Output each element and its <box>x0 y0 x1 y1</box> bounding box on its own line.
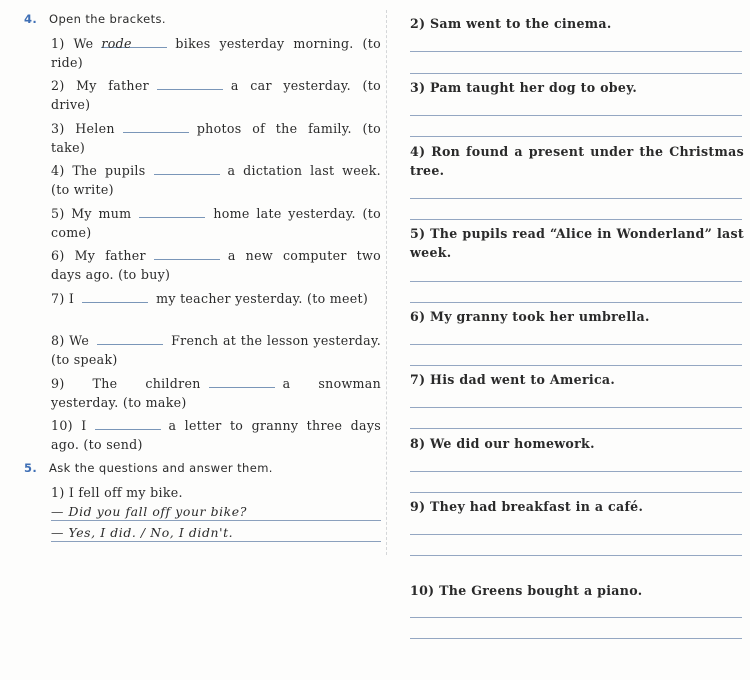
exercise-title: Ask the questions and answer them. <box>49 461 273 475</box>
answer-line[interactable] <box>410 492 742 493</box>
item-text: bikes yesterday morning. (to ride) <box>51 36 381 70</box>
item-text: 5) My mum <box>51 206 132 221</box>
answer-line[interactable] <box>410 407 742 408</box>
answer-line[interactable] <box>410 281 742 282</box>
exercise-item <box>51 289 381 308</box>
exercise-number: 4. <box>24 12 38 26</box>
answer-blank[interactable] <box>157 76 223 90</box>
answer-line[interactable] <box>410 638 742 639</box>
item-text: photos of the family. (to take) <box>51 121 381 155</box>
exercise-item <box>51 76 381 114</box>
exercise-item <box>51 161 381 199</box>
item-text: 2) My father <box>51 78 149 93</box>
answer-blank[interactable] <box>101 34 167 51</box>
exercise-item <box>51 331 381 369</box>
example-statement: 1) I fell off my bike. <box>51 485 183 500</box>
item-text: a dictation last week. (to write) <box>51 163 381 197</box>
answer-blank[interactable] <box>97 331 163 345</box>
question-item: 3) Pam taught her dog to obey. <box>410 80 638 95</box>
question-item: 6) My granny took her umbrella. <box>410 309 650 324</box>
question-item: 5) The pupils read “Alice in Wonderland” last week. <box>410 226 744 260</box>
exercise-item <box>51 34 381 72</box>
question-item: 9) They had breakfast in a café. <box>410 499 644 514</box>
question-item: 2) Sam went to the cinema. <box>410 16 612 31</box>
exercise-item <box>51 246 381 284</box>
answer-line[interactable] <box>410 555 742 556</box>
answer-line[interactable] <box>410 136 742 137</box>
item-text: 4) The pupils <box>51 163 146 178</box>
exercise-title: Open the brackets. <box>49 12 166 26</box>
exercise-item <box>51 374 381 412</box>
item-text: 7) I <box>51 291 75 306</box>
answer-line[interactable] <box>410 428 742 429</box>
question-item: 7) His dad went to America. <box>410 372 616 387</box>
item-text: 6) My father <box>51 248 146 263</box>
answer-blank[interactable] <box>154 246 220 260</box>
question-item: 10) The Greens bought a piano. <box>410 583 643 598</box>
exercise-item <box>51 119 381 157</box>
answer-line[interactable] <box>410 198 742 199</box>
answer-blank[interactable] <box>139 204 205 218</box>
item-text: my teacher yesterday. (to meet) <box>156 291 369 306</box>
answer-blank[interactable] <box>123 119 189 133</box>
question-item: 8) We did our homework. <box>410 436 595 451</box>
answer-line[interactable] <box>410 365 742 366</box>
answer-line[interactable] <box>410 344 742 345</box>
right-column <box>404 0 746 680</box>
item-text: a snowman yesterday. (to make) <box>51 376 381 410</box>
item-text: 3) Helen <box>51 121 115 136</box>
item-text: 10) I <box>51 418 87 433</box>
item-text: a car yesterday. (to drive) <box>51 78 381 112</box>
answer-line[interactable] <box>410 617 742 618</box>
answer-line[interactable] <box>410 534 742 535</box>
answer-line[interactable] <box>410 219 742 220</box>
exercise-4-heading <box>24 12 166 26</box>
item-text: a new computer two days ago. (to buy) <box>51 248 381 282</box>
exercise-item <box>51 204 381 242</box>
answer-line[interactable] <box>410 471 742 472</box>
item-text: 9) The children <box>51 376 201 391</box>
answer-blank[interactable] <box>209 374 275 388</box>
example-question-line[interactable]: — Did you fall off your bike? <box>51 503 381 521</box>
answer-blank[interactable] <box>82 289 148 303</box>
answer-blank[interactable] <box>154 161 220 175</box>
answer-line[interactable] <box>410 115 742 116</box>
answer-line[interactable] <box>410 73 742 74</box>
answer-line[interactable] <box>410 302 742 303</box>
left-column <box>0 0 386 555</box>
answer-line[interactable] <box>410 51 742 52</box>
question-item: 4) Ron found a present under the Christmas tree. <box>410 144 744 178</box>
answer-blank[interactable] <box>95 416 161 430</box>
item-text: a letter to granny three days ago. (to send) <box>51 418 381 452</box>
column-divider <box>386 10 387 555</box>
filled-answer: rode <box>101 36 132 51</box>
item-text: home late yesterday. (to come) <box>51 206 381 240</box>
example-answer-line[interactable]: — Yes, I did. / No, I didn't. <box>51 524 381 542</box>
exercise-number: 5. <box>24 461 38 475</box>
item-text: 1) We <box>51 36 94 51</box>
exercise-5-heading <box>24 461 273 475</box>
exercise-item <box>51 416 381 454</box>
item-text: 8) We <box>51 333 90 348</box>
item-text: French at the lesson yesterday. (to speak) <box>51 333 381 367</box>
